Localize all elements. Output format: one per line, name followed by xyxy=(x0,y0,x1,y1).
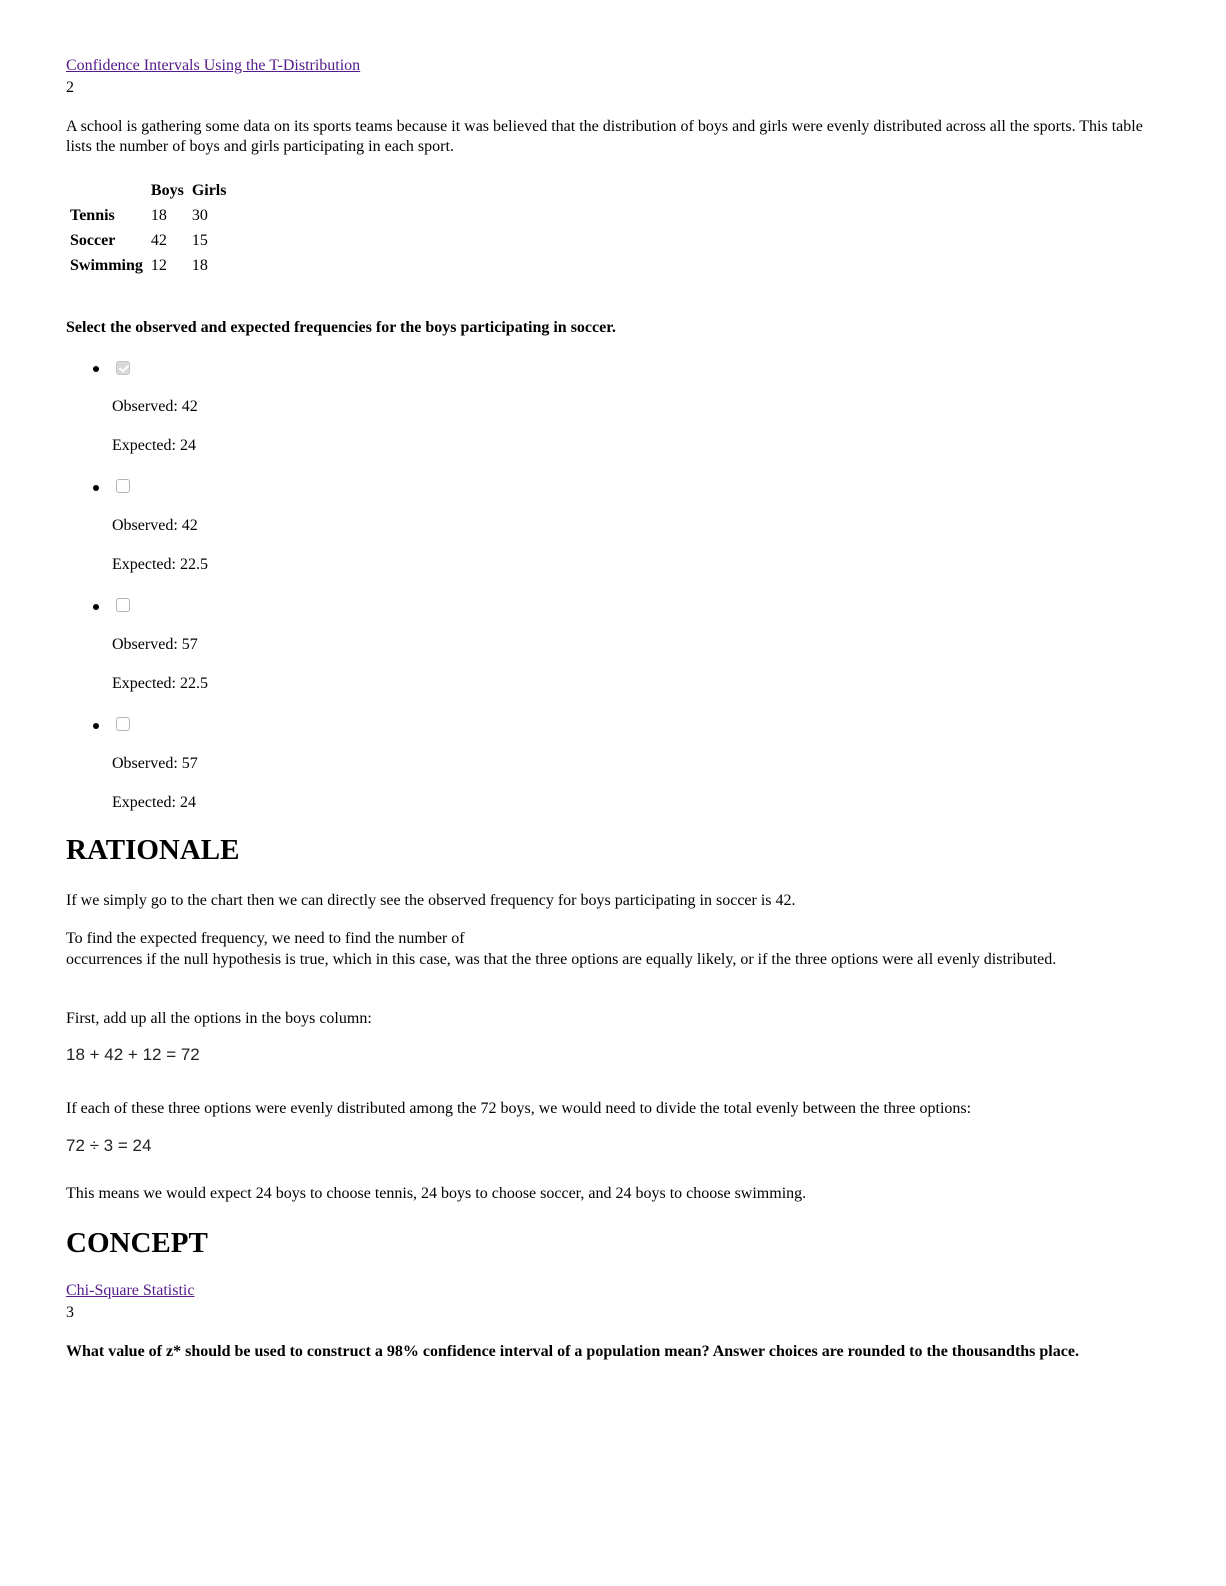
option-observed: Observed: 57 xyxy=(112,755,198,772)
answer-checkbox[interactable] xyxy=(116,717,130,731)
table-header-cell xyxy=(66,178,147,203)
rationale-heading: RATIONALE xyxy=(66,834,240,866)
table-row-label: Swimming xyxy=(70,256,143,274)
concept-link-t-distribution[interactable]: Confidence Intervals Using the T-Distribution xyxy=(66,57,361,74)
option-expected: Expected: 22.5 xyxy=(112,556,208,573)
table-cell: 18 xyxy=(191,256,208,274)
table-header-row xyxy=(66,178,230,203)
concept-heading: CONCEPT xyxy=(66,1227,208,1259)
concept-link-chi-square[interactable]: Chi-Square Statistic xyxy=(66,1282,195,1299)
table-cell: 30 xyxy=(191,206,208,224)
table-row xyxy=(66,253,230,278)
table-row-label: Tennis xyxy=(70,206,115,224)
answer-checkbox[interactable] xyxy=(116,361,130,375)
table-row xyxy=(66,228,230,253)
option-expected: Expected: 24 xyxy=(112,437,196,454)
option-expected: Expected: 24 xyxy=(112,794,196,811)
question-prompt: What value of z* should be used to construct a 98% confidence interval of a population mean? Answer choices are rounded to the thousandths place. xyxy=(66,1343,1079,1360)
table-row xyxy=(66,203,230,228)
table-header-cell: Boys xyxy=(150,181,184,199)
bullet-icon xyxy=(93,366,99,372)
rationale-paragraph: This means we would expect 24 boys to choose tennis, 24 boys to choose soccer, and 24 boys to choose swimming. xyxy=(66,1185,807,1202)
option-observed: Observed: 57 xyxy=(112,636,198,653)
rationale-paragraph-line: To find the expected frequency, we need to find the number of xyxy=(66,930,465,947)
rationale-paragraph: occurrences if the null hypothesis is true, which in this case, was that the three options are equally likely, or if the three options were all evenly distributed. xyxy=(66,951,1057,968)
option-observed: Observed: 42 xyxy=(112,398,198,415)
answer-checkbox[interactable] xyxy=(116,479,130,493)
option-observed: Observed: 42 xyxy=(112,517,198,534)
rationale-paragraph: If we simply go to the chart then we can directly see the observed frequency for boys participating in soccer is 42. xyxy=(66,892,796,909)
equation-divide: 72 ÷ 3 = 24 xyxy=(66,1136,152,1155)
table-header-cell: Girls xyxy=(191,181,227,199)
question-intro: A school is gathering some data on its sports teams because it was believed that the distribution of boys and girls were evenly distributed across all the sports. This table lists the number of boys and girls participating in each sport. xyxy=(66,118,1143,155)
bullet-icon xyxy=(93,485,99,491)
table-cell: 42 xyxy=(150,231,167,249)
question-number: 3 xyxy=(66,1304,74,1321)
question-number: 2 xyxy=(66,79,74,96)
sports-table xyxy=(66,178,230,278)
rationale-paragraph: First, add up all the options in the boys column: xyxy=(66,1010,372,1027)
table-cell: 15 xyxy=(191,231,208,249)
question-prompt: Select the observed and expected frequencies for the boys participating in soccer. xyxy=(66,319,616,336)
bullet-icon xyxy=(93,723,99,729)
bullet-icon xyxy=(93,604,99,610)
table-cell: 12 xyxy=(150,256,167,274)
table-cell: 18 xyxy=(150,206,167,224)
equation-sum: 18 + 42 + 12 = 72 xyxy=(66,1045,200,1064)
option-expected: Expected: 22.5 xyxy=(112,675,208,692)
table-row-label: Soccer xyxy=(70,231,116,249)
answer-checkbox[interactable] xyxy=(116,598,130,612)
rationale-paragraph: If each of these three options were evenly distributed among the 72 boys, we would need to divide the total evenly between the three options: xyxy=(66,1100,972,1117)
